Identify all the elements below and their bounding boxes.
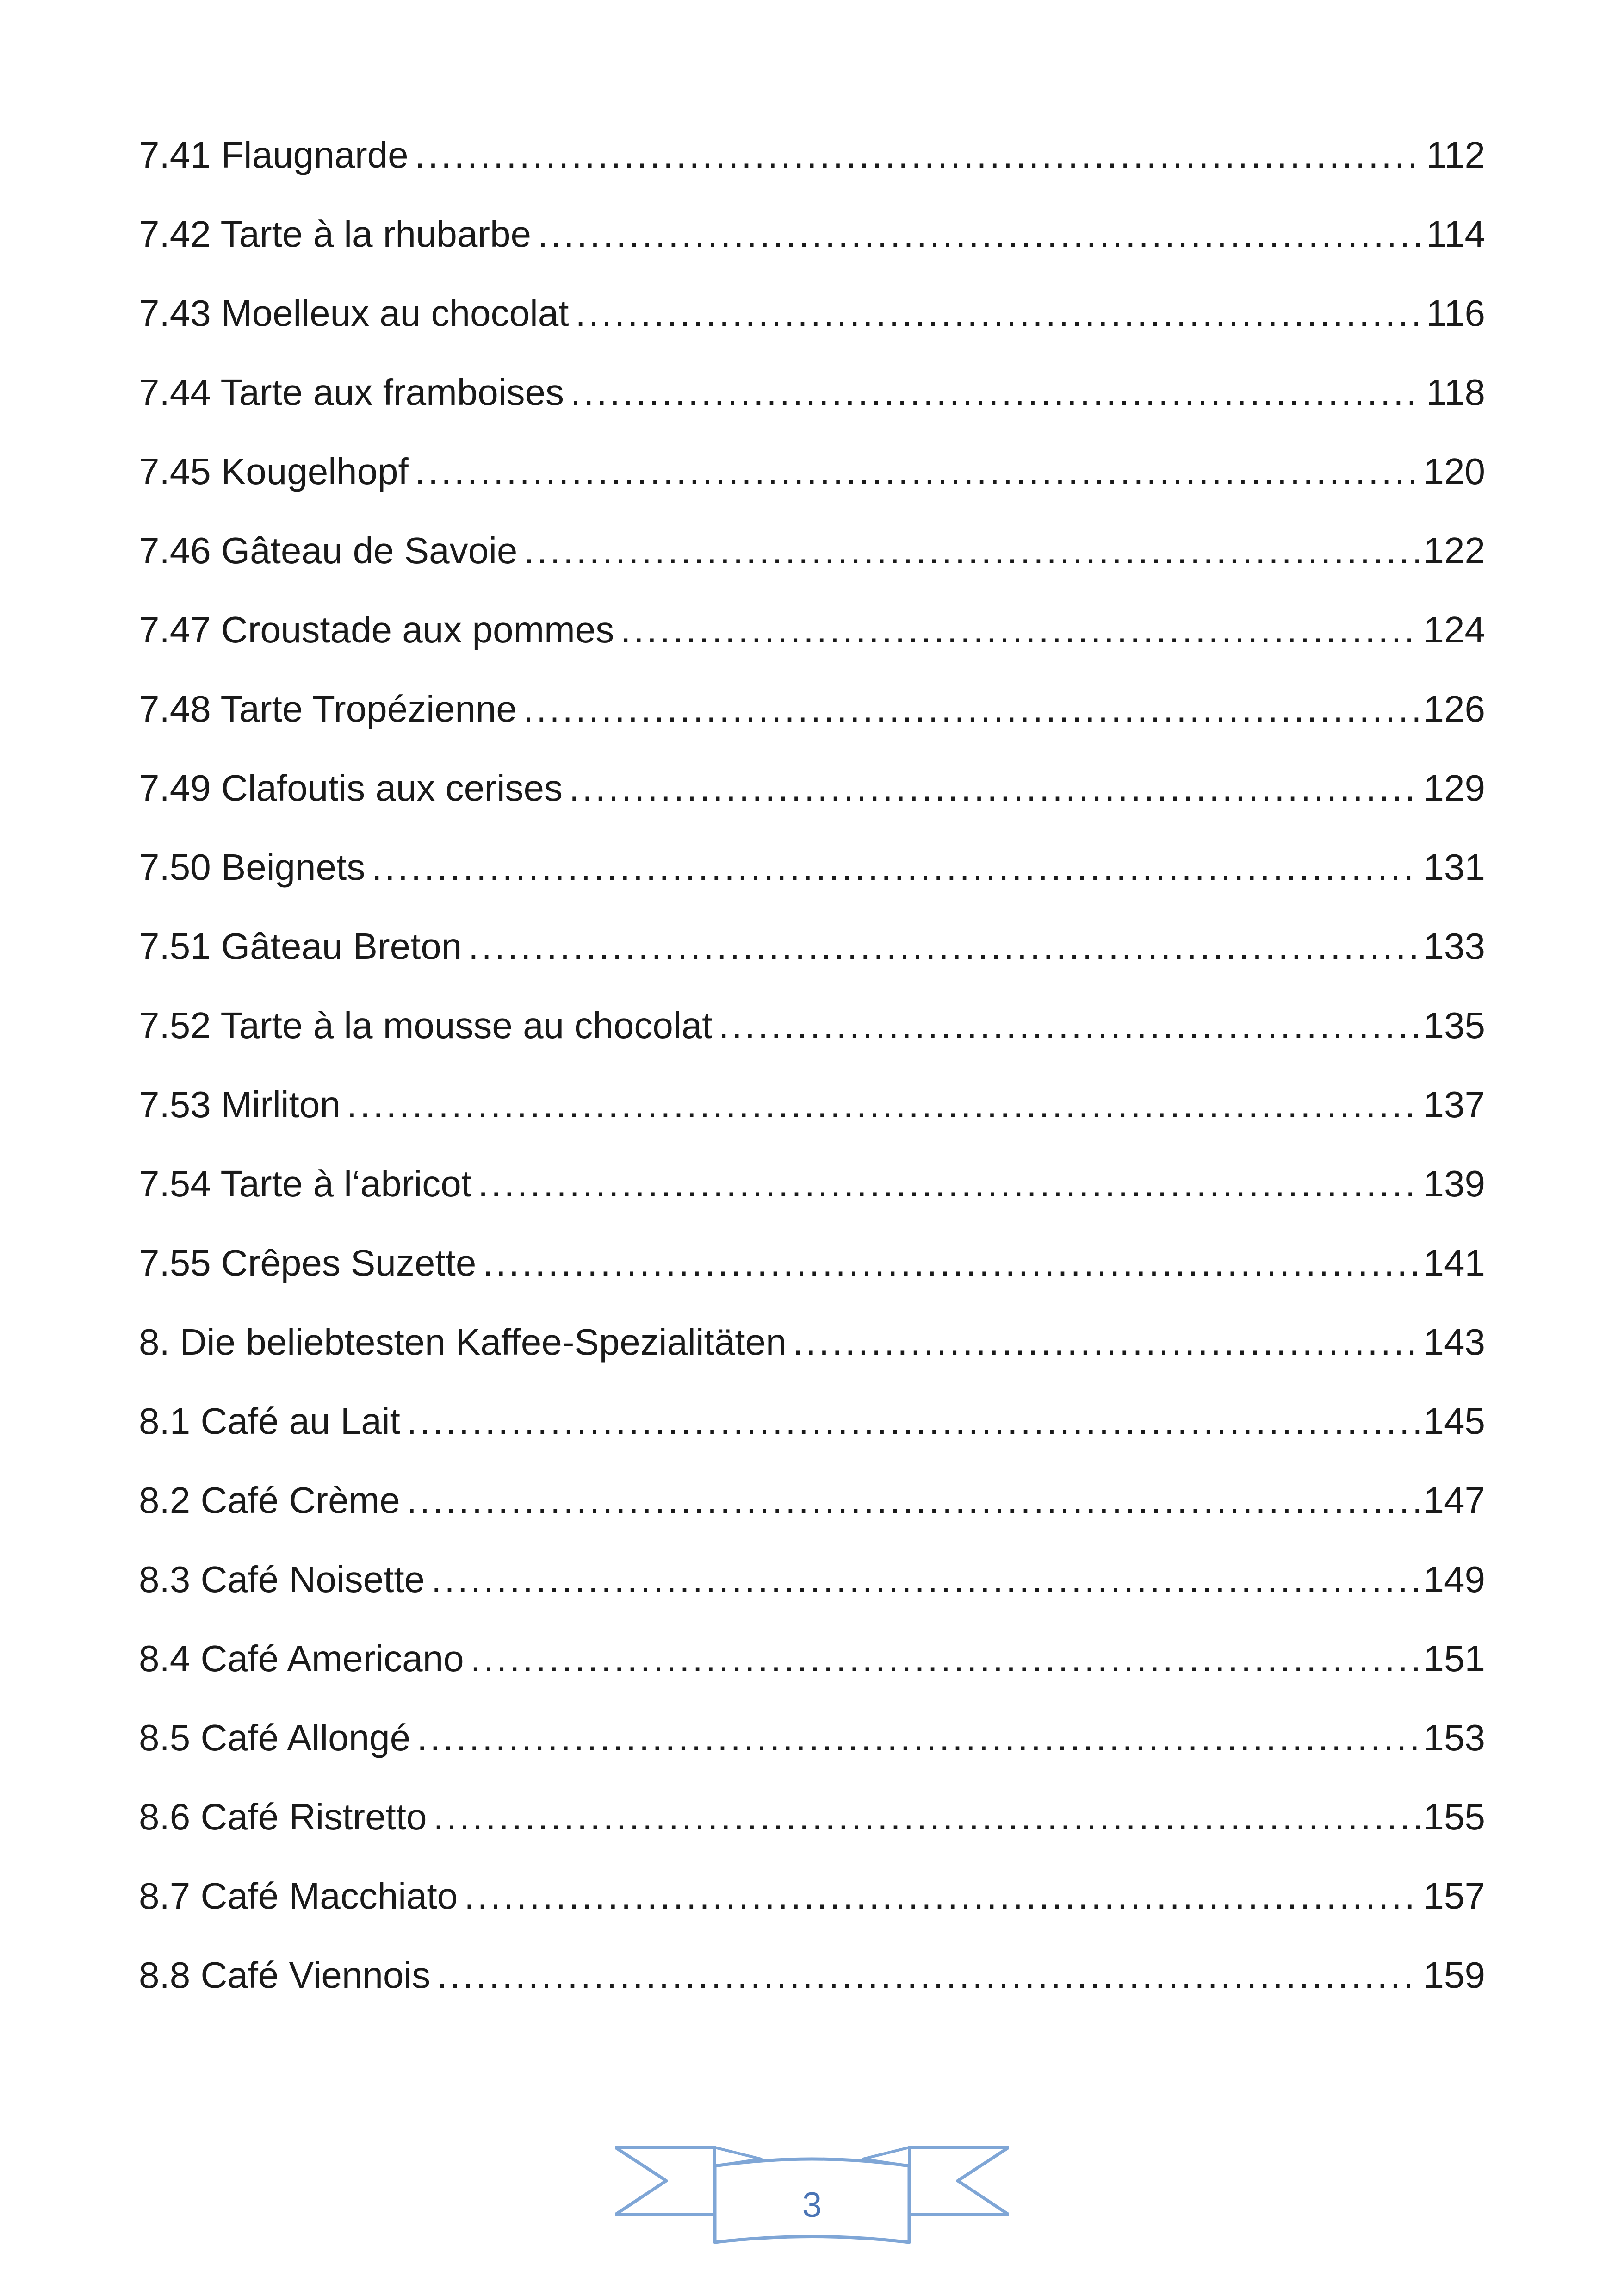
toc-entry[interactable] [139, 1717, 1485, 1796]
toc-entry[interactable] [139, 1954, 1485, 2034]
toc-entry-title: 8.6 Café Ristretto [139, 1796, 427, 1837]
toc-entry-page-number: 131 [1423, 846, 1485, 888]
toc-entry-title: 8.4 Café Americano [139, 1638, 464, 1679]
toc-entry-page-number: 149 [1423, 1559, 1485, 1600]
toc-entry-page-number: 133 [1423, 926, 1485, 967]
toc-entry[interactable] [139, 1875, 1485, 1954]
toc-dot-leader [483, 1242, 1420, 1284]
toc-entry-page-number: 116 [1426, 292, 1485, 334]
toc-dot-leader [569, 767, 1420, 809]
toc-entry-title: 7.46 Gâteau de Savoie [139, 530, 518, 571]
toc-entry-title: 7.45 Kougelhopf [139, 451, 409, 492]
toc-dot-leader [793, 1321, 1420, 1363]
toc-dot-leader [347, 1084, 1420, 1126]
toc-entry-page-number: 159 [1423, 1954, 1485, 1996]
toc-entry-title: 7.42 Tarte à la rhubarbe [139, 213, 532, 255]
toc-entry[interactable] [139, 1638, 1485, 1717]
toc-entry-title: 7.41 Flaugnarde [139, 134, 409, 175]
toc-dot-leader [576, 292, 1423, 334]
toc-dot-leader [719, 1005, 1420, 1046]
toc-dot-leader [464, 1875, 1420, 1917]
toc-entry[interactable] [139, 451, 1485, 530]
toc-dot-leader [570, 372, 1422, 413]
toc-entry-page-number: 120 [1423, 451, 1485, 492]
toc-entry[interactable] [139, 926, 1485, 1005]
toc-entry[interactable] [139, 1005, 1485, 1084]
page-number: 3 [802, 2185, 822, 2225]
toc-entry-page-number: 151 [1423, 1638, 1485, 1679]
toc-dot-leader [437, 1954, 1420, 1996]
toc-dot-leader [538, 213, 1422, 255]
toc-entry-page-number: 145 [1423, 1400, 1485, 1442]
toc-entry-page-number: 155 [1423, 1796, 1485, 1837]
toc-dot-leader [431, 1559, 1420, 1600]
toc-entry-page-number: 153 [1423, 1717, 1485, 1758]
toc-entry-page-number: 147 [1423, 1480, 1485, 1521]
toc-dot-leader [417, 1717, 1420, 1759]
toc-entry[interactable] [139, 1163, 1485, 1242]
toc-entry-title: 7.47 Croustade aux pommes [139, 609, 614, 650]
toc-entry-page-number: 143 [1423, 1321, 1485, 1363]
toc-entry-title: 8.3 Café Noisette [139, 1559, 425, 1600]
toc-entry-title: 7.52 Tarte à la mousse au chocolat [139, 1005, 713, 1046]
toc-entry-page-number: 114 [1426, 213, 1485, 255]
toc-dot-leader [524, 530, 1420, 572]
toc-dot-leader [471, 1638, 1420, 1680]
toc-dot-leader [415, 451, 1420, 492]
toc-entry[interactable] [139, 688, 1485, 767]
toc-entry[interactable] [139, 609, 1485, 688]
toc-entry-page-number: 124 [1423, 609, 1485, 650]
toc-entry-title: 7.51 Gâteau Breton [139, 926, 462, 967]
toc-entry[interactable] [139, 767, 1485, 846]
toc-entry-page-number: 157 [1423, 1875, 1485, 1916]
toc-entry[interactable] [139, 846, 1485, 926]
toc-entry[interactable] [139, 1796, 1485, 1875]
toc-entry-page-number: 141 [1423, 1242, 1485, 1283]
toc-entry-page-number: 122 [1423, 530, 1485, 571]
toc-entry-page-number: 137 [1423, 1084, 1485, 1125]
toc-entry-title: 8. Die beliebtesten Kaffee-Spezialitäten [139, 1321, 787, 1363]
toc-entry-title: 8.5 Café Allongé [139, 1717, 411, 1758]
toc-entry-title: 7.50 Beignets [139, 846, 366, 888]
toc-entry-page-number: 139 [1423, 1163, 1485, 1204]
toc-entry[interactable] [139, 1084, 1485, 1163]
table-of-contents [139, 134, 1485, 2034]
toc-entry-title: 7.43 Moelleux au chocolat [139, 292, 569, 334]
toc-entry-title: 8.1 Café au Lait [139, 1400, 400, 1442]
toc-dot-leader [372, 846, 1420, 888]
toc-entry[interactable] [139, 213, 1485, 292]
toc-dot-leader [468, 926, 1420, 967]
toc-entry-title: 7.49 Clafoutis aux cerises [139, 767, 563, 809]
toc-entry-title: 7.54 Tarte à l‘abricot [139, 1163, 471, 1204]
toc-dot-leader [415, 134, 1423, 176]
toc-entry-page-number: 135 [1423, 1005, 1485, 1046]
toc-dot-leader [434, 1796, 1420, 1838]
toc-dot-leader [523, 688, 1420, 730]
toc-entry[interactable] [139, 530, 1485, 609]
toc-entry-title: 7.48 Tarte Tropézienne [139, 688, 517, 729]
toc-entry-page-number: 112 [1426, 134, 1485, 175]
toc-entry-title: 7.53 Mirliton [139, 1084, 341, 1125]
toc-entry-title: 8.2 Café Crème [139, 1480, 400, 1521]
toc-entry[interactable] [139, 1559, 1485, 1638]
toc-entry[interactable] [139, 134, 1485, 213]
toc-entry-title: 8.7 Café Macchiato [139, 1875, 458, 1916]
toc-entry[interactable] [139, 1321, 1485, 1400]
toc-entry-page-number: 126 [1423, 688, 1485, 729]
toc-dot-leader [478, 1163, 1420, 1205]
toc-entry-title: 7.44 Tarte aux framboises [139, 372, 564, 413]
toc-entry[interactable] [139, 1480, 1485, 1559]
toc-entry-title: 8.8 Café Viennois [139, 1954, 431, 1996]
toc-dot-leader [407, 1400, 1420, 1442]
toc-entry[interactable] [139, 372, 1485, 451]
toc-entry-title: 7.55 Crêpes Suzette [139, 1242, 477, 1283]
toc-entry[interactable] [139, 1400, 1485, 1480]
toc-entry[interactable] [139, 292, 1485, 372]
toc-dot-leader [407, 1480, 1420, 1521]
toc-entry-page-number: 129 [1423, 767, 1485, 809]
toc-dot-leader [620, 609, 1420, 651]
toc-entry[interactable] [139, 1242, 1485, 1321]
toc-entry-page-number: 118 [1426, 372, 1485, 413]
